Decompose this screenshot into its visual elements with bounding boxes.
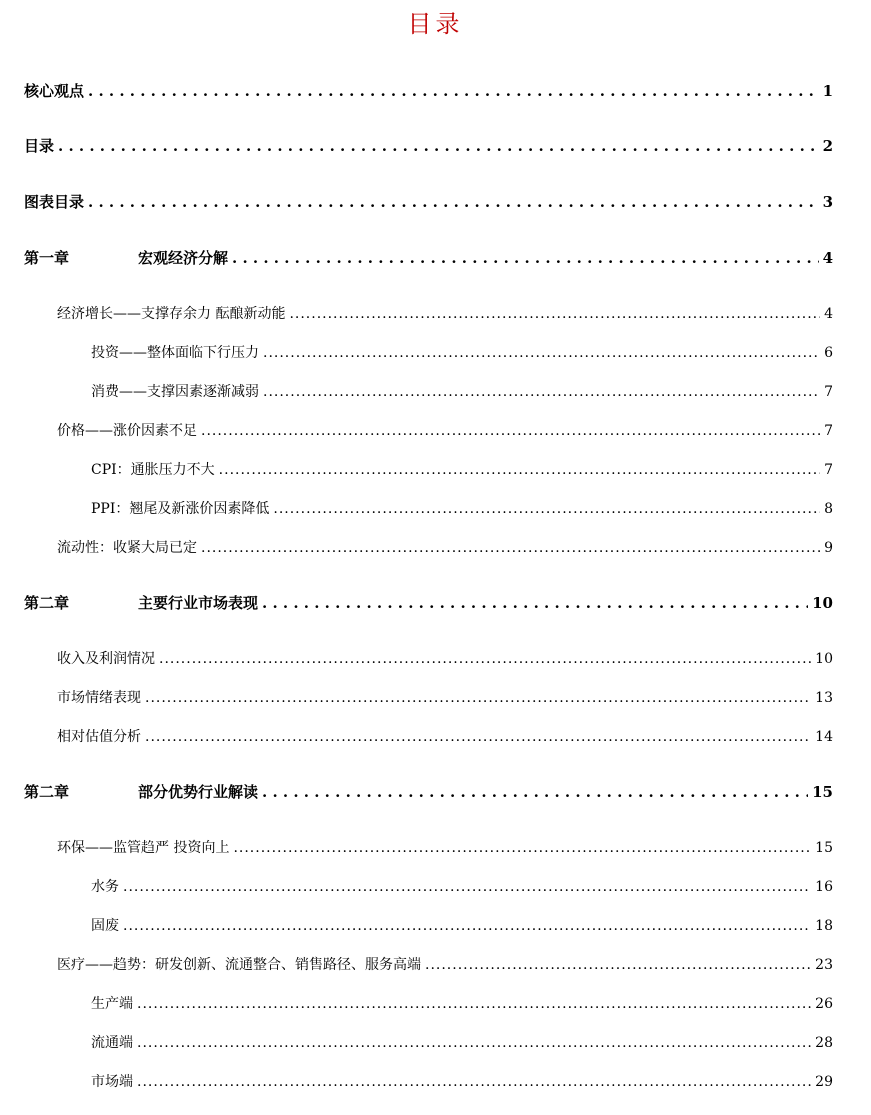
toc-chapter-entry[interactable] (24, 781, 833, 802)
toc-page-number: 10 (812, 594, 833, 612)
toc-entry-text: 经济增长——支撑存余力 酝酿新动能 (57, 306, 286, 322)
toc-entry[interactable] (57, 648, 833, 668)
dot-leader (232, 249, 819, 267)
toc-entry-text: 收入及利润情况 (57, 651, 155, 667)
toc-entry-text: 价格——涨价因素不足 (57, 423, 197, 439)
toc-entry-text: 固废 (91, 918, 119, 934)
toc-page-number: 4 (824, 306, 833, 322)
toc-entry-text: 水务 (91, 879, 119, 895)
dot-leader (263, 384, 820, 400)
dot-leader (88, 82, 819, 100)
toc-entry[interactable] (91, 342, 833, 362)
toc-entry[interactable] (57, 837, 833, 857)
toc-chapter-entry[interactable] (24, 247, 833, 268)
toc-entry-text: 核心观点 (24, 82, 85, 100)
toc-page-number: 7 (824, 384, 833, 400)
toc-page-number: 8 (824, 501, 833, 517)
dot-leader (145, 729, 811, 745)
dot-leader (219, 462, 820, 478)
dot-leader (263, 345, 820, 361)
toc-page-number: 26 (815, 996, 833, 1012)
toc-entry[interactable] (91, 498, 833, 518)
toc-page-number: 23 (815, 957, 833, 973)
toc-page-number: 1 (822, 82, 833, 100)
toc-page-number: 2 (822, 137, 833, 155)
toc-entry-text: 图表目录 (24, 193, 85, 211)
dot-leader (425, 957, 811, 973)
toc-entry[interactable] (91, 876, 833, 896)
dot-leader (123, 879, 811, 895)
toc-entry[interactable] (91, 915, 833, 935)
toc-page-number: 7 (824, 423, 833, 439)
toc-entry-text: 市场情绪表现 (57, 690, 141, 706)
toc-page-number: 28 (815, 1035, 833, 1051)
toc-entry[interactable] (91, 993, 833, 1013)
toc-entry[interactable] (57, 420, 833, 440)
toc-page-number: 9 (824, 540, 833, 556)
chapter-number: 第二章 (24, 783, 70, 801)
dot-leader (137, 1035, 811, 1051)
toc-entry-text: 医疗——趋势：研发创新、流通整合、销售路径、服务高端 (57, 957, 421, 973)
toc-page-number: 16 (815, 879, 833, 895)
toc-entry-text: 主要行业市场表现 (138, 594, 259, 612)
toc-page-number: 13 (815, 690, 833, 706)
toc-entry-text: 目录 (24, 137, 55, 155)
toc-entry-text: CPI：通胀压力不大 (91, 462, 215, 478)
dot-leader (88, 193, 819, 211)
dot-leader (58, 137, 819, 155)
dot-leader (233, 840, 811, 856)
toc-page-number: 10 (815, 651, 833, 667)
toc-page-number: 6 (824, 345, 833, 361)
dot-leader (145, 690, 811, 706)
toc-page-number: 15 (812, 783, 833, 801)
dot-leader (137, 1074, 811, 1090)
toc-entry-text: 流通端 (91, 1035, 133, 1051)
dot-leader (201, 540, 820, 556)
toc-entry-text: PPI：翘尾及新涨价因素降低 (91, 501, 270, 517)
toc-entry[interactable] (91, 459, 833, 479)
dot-leader (273, 501, 820, 517)
dot-leader (262, 783, 808, 801)
toc-chapter-entry[interactable] (24, 592, 833, 613)
toc-entry-text: 消费——支撑因素逐渐减弱 (91, 384, 259, 400)
toc-entry[interactable] (57, 303, 833, 323)
toc-page-number: 15 (815, 840, 833, 856)
toc-entry[interactable] (24, 191, 833, 212)
dot-leader (201, 423, 820, 439)
chapter-number: 第一章 (24, 249, 70, 267)
toc-entry[interactable] (57, 687, 833, 707)
toc-entry-text: 生产端 (91, 996, 133, 1012)
toc-page-number: 29 (815, 1074, 833, 1090)
dot-leader (159, 651, 811, 667)
toc-entry-text: 环保——监管趋严 投资向上 (57, 840, 230, 856)
toc-entry[interactable] (24, 135, 833, 156)
toc-entry-text: 部分优势行业解读 (138, 783, 259, 801)
chapter-number: 第二章 (24, 594, 70, 612)
page-title: 目录 (407, 10, 464, 38)
toc-entry[interactable] (57, 537, 833, 557)
dot-leader (262, 594, 808, 612)
toc-page-number: 3 (822, 193, 833, 211)
toc-page-number: 4 (822, 249, 833, 267)
toc-page-number: 14 (815, 729, 833, 745)
toc-entry[interactable] (57, 954, 833, 974)
dot-leader (123, 918, 811, 934)
toc-entry-text: 流动性：收紧大局已定 (57, 540, 197, 556)
toc-entry[interactable] (24, 80, 833, 101)
toc-page-number: 18 (815, 918, 833, 934)
toc-entry-text: 宏观经济分解 (138, 249, 229, 267)
toc-entry-text: 投资——整体面临下行压力 (91, 345, 259, 361)
dot-leader (137, 996, 811, 1012)
toc-entry-text: 市场端 (91, 1074, 133, 1090)
toc-page-number: 7 (824, 462, 833, 478)
toc-entry[interactable] (91, 1032, 833, 1052)
toc-entry-text: 相对估值分析 (57, 729, 141, 745)
toc-entry[interactable] (91, 1071, 833, 1091)
dot-leader (289, 306, 820, 322)
toc-entry[interactable] (91, 381, 833, 401)
toc-entry[interactable] (57, 726, 833, 746)
